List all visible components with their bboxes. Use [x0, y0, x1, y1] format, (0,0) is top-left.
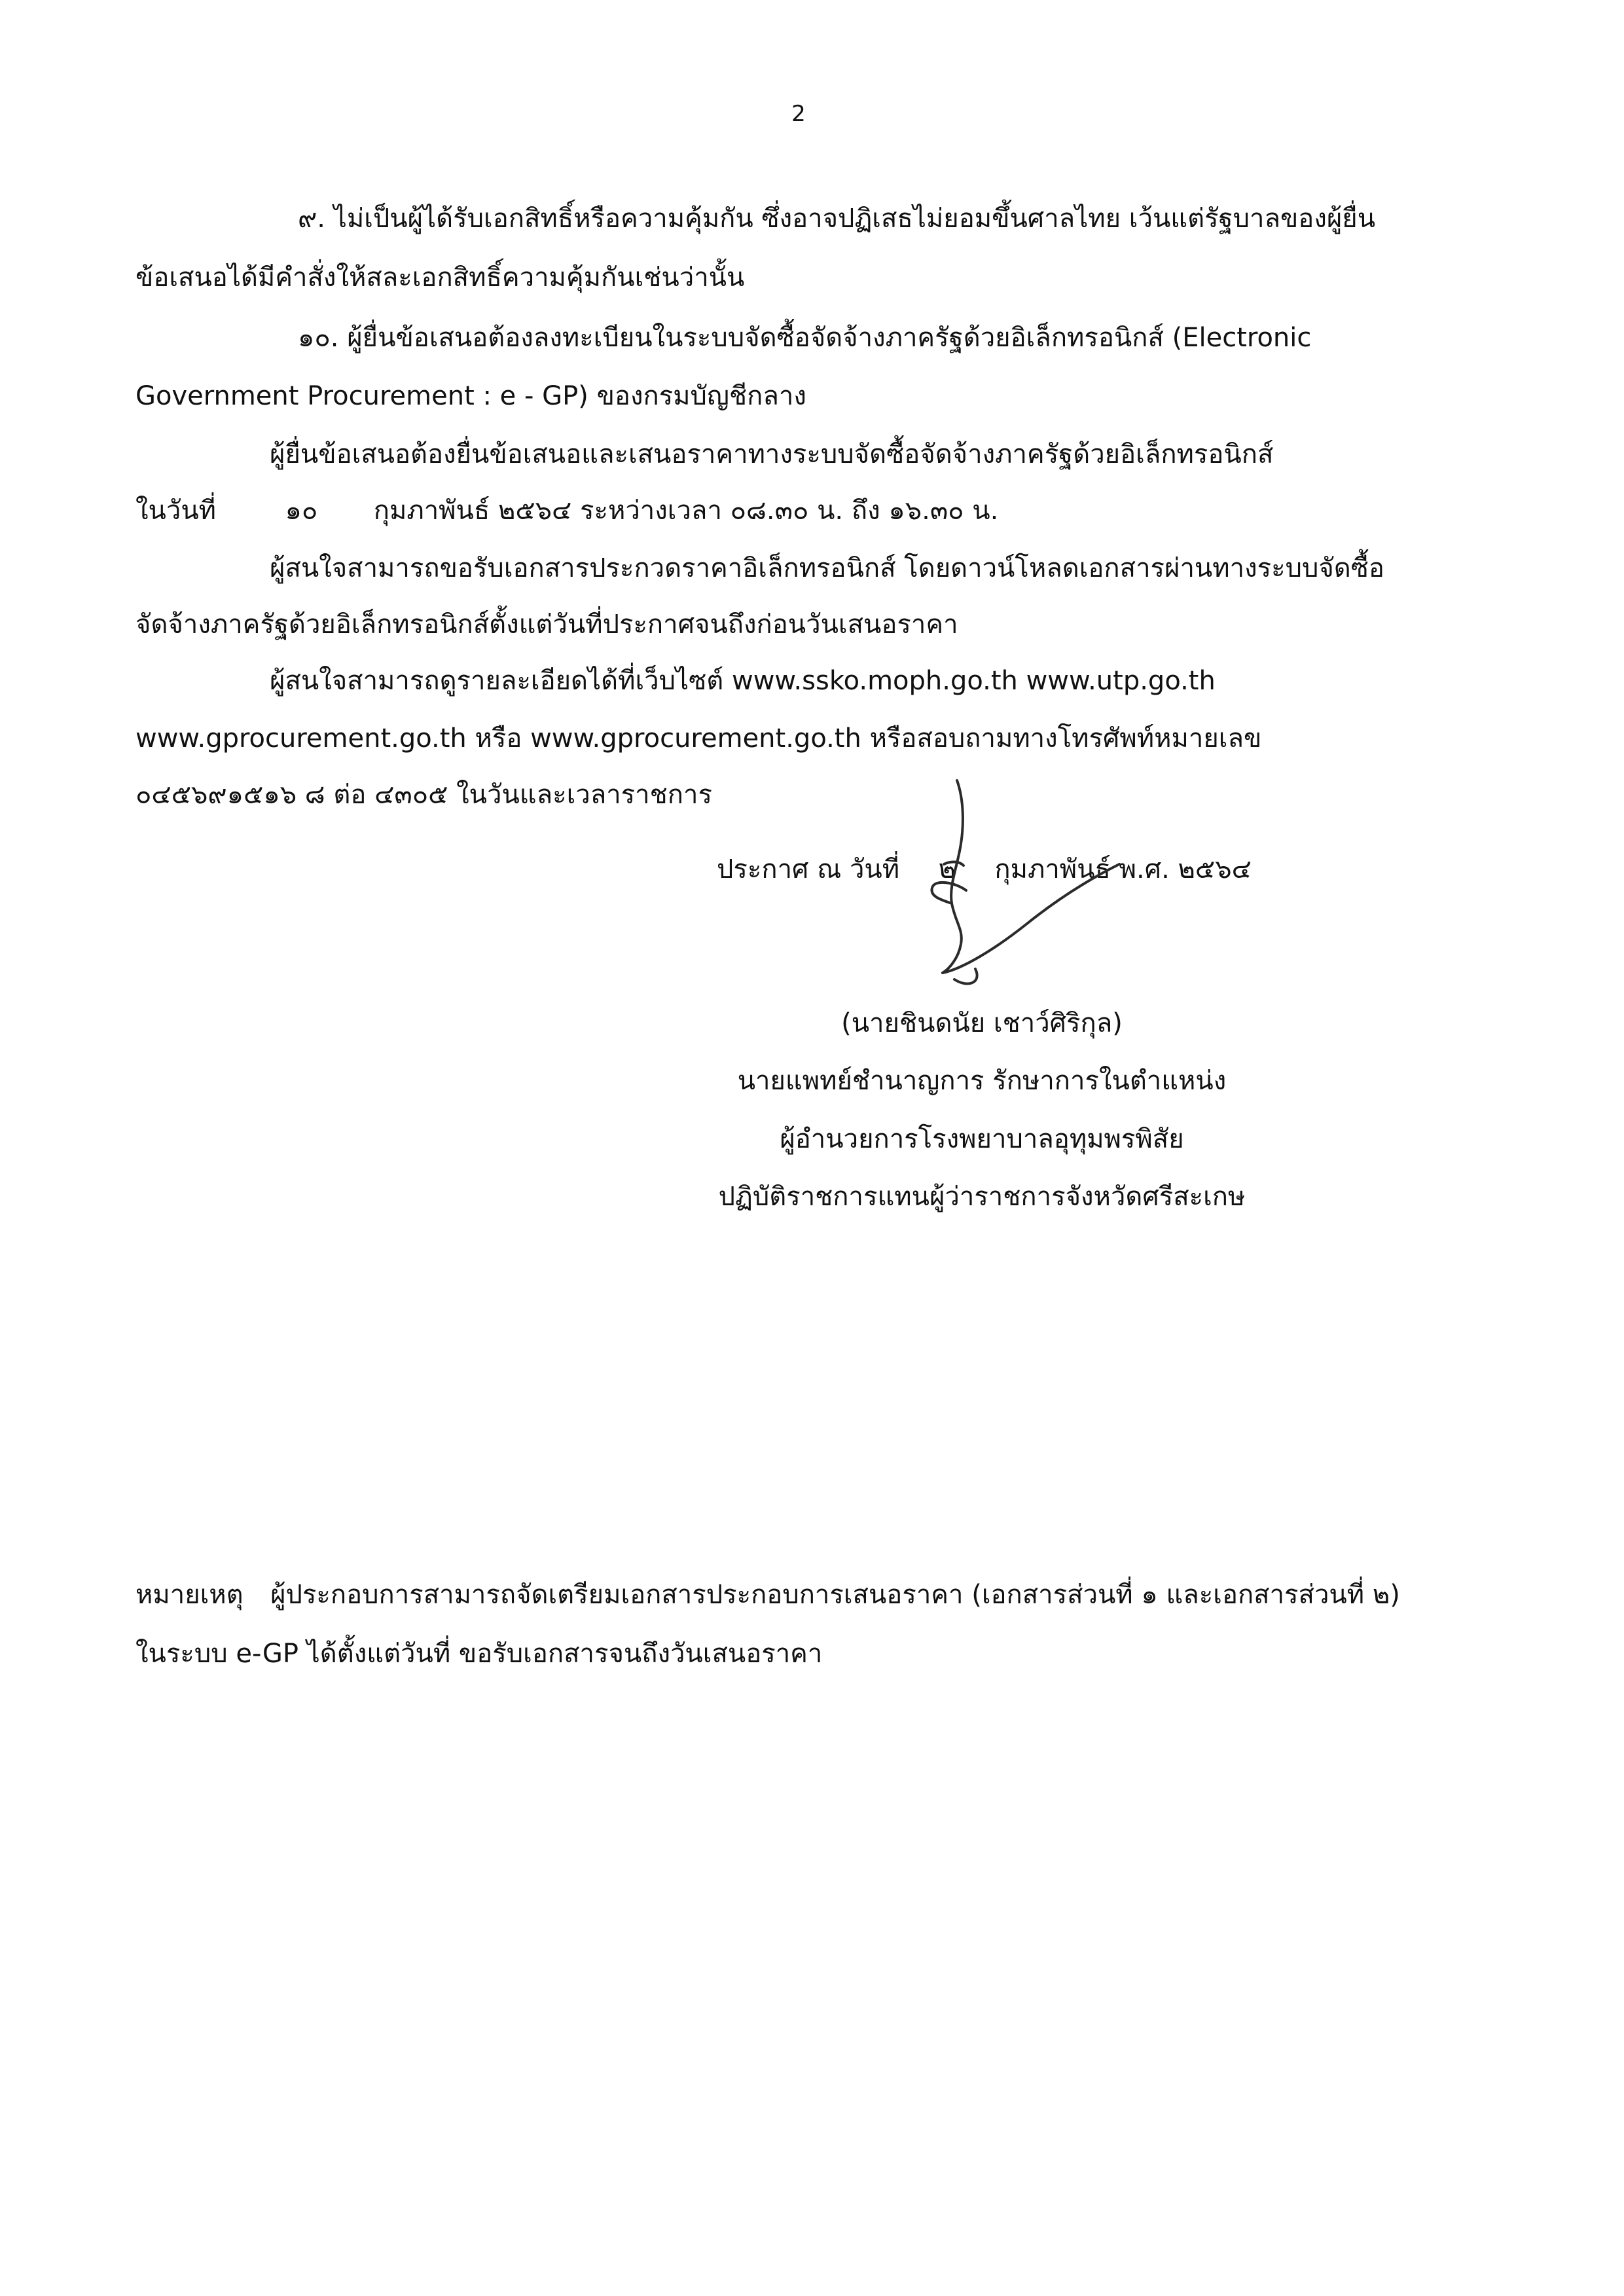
contact-phone-text: หรือสอบถามทางโทรศัพท์หมายเลข	[869, 723, 1262, 754]
contact-website-label: ผู้สนใจสามารถดูรายละเอียดได้ที่เว็บไซต์	[270, 666, 724, 696]
contact-url-a[interactable]: www.gprocurement.go.th	[135, 723, 467, 754]
item-10-line-1: ๑๐. ผู้ยื่นข้อเสนอต้องลงทะเบียนในระบบจัดซื้อจัดจ้างภาครัฐด้วยอิเล็กทรอนิกส์ (Electronic	[298, 323, 1312, 353]
item-9-line-2: ข้อเสนอได้มีคำสั่งให้สละเอกสิทธิ์ความคุ้มกันเช่นว่านั้น	[135, 263, 745, 293]
download-line-1: ผู้สนใจสามารถขอรับเอกสารประกวดราคาอิเล็กทรอนิกส์ โดยดาวน์โหลดเอกสารผ่านทางระบบจัดซื้อ	[270, 553, 1384, 583]
announcement-month-year: กุมภาพันธ์ พ.ศ. ๒๕๖๔	[994, 854, 1252, 884]
item-10-line-2: Government Procurement : e - GP) ของกรมบัญชีกลาง	[135, 381, 806, 411]
announcement-day: ๒	[938, 854, 956, 884]
note-line-1	[135, 1576, 1400, 1613]
signatory-position-3: ปฏิบัติราชการแทนผู้ว่าราชการจังหวัดศรีสะเกษ	[718, 1182, 1246, 1212]
submission-date-prefix: ในวันที่	[135, 496, 217, 526]
signatory-name: (นายชินดนัย เชาว์ศิริกุล)	[841, 1008, 1123, 1038]
contact-or-word: หรือ	[475, 723, 522, 754]
note-line-2: ในระบบ e-GP ได้ตั้งแต่วันที่ ขอรับเอกสารจนถึงวันเสนอราคา	[135, 1639, 823, 1669]
submission-date-rest: กุมภาพันธ์ ๒๕๖๔ ระหว่างเวลา ๐๘.๓๐ น. ถึง ๑๖.๓๐ น.	[373, 496, 999, 526]
contact-url-b[interactable]: www.gprocurement.go.th	[530, 723, 861, 754]
announcement-prefix: ประกาศ ณ วันที่	[717, 854, 900, 884]
signatory-position-1: นายแพทย์ชำนาญการ รักษาการในตำแหน่ง	[737, 1066, 1227, 1096]
note-text-1: ผู้ประกอบการสามารถจัดเตรียมเอกสารประกอบการเสนอราคา (เอกสารส่วนที่ ๑ และเอกสารส่วนที่ ๒)	[270, 1580, 1400, 1610]
submission-line-1: ผู้ยื่นข้อเสนอต้องยื่นข้อเสนอและเสนอราคาทางระบบจัดซื้อจัดจ้างภาครัฐด้วยอิเล็กทรอนิกส์	[270, 439, 1274, 469]
item-9-line-1: ๙. ไม่เป็นผู้ได้รับเอกสิทธิ์หรือความคุ้มกัน ซึ่งอาจปฏิเสธไม่ยอมขึ้นศาลไทย เว้นแต่รัฐบาลของผู้ยื่น	[298, 204, 1376, 234]
contact-line-1	[270, 663, 1216, 699]
submission-date-line	[135, 492, 998, 529]
contact-line-2	[135, 720, 1261, 757]
download-line-2: จัดจ้างภาครัฐด้วยอิเล็กทรอนิกส์ตั้งแต่วันที่ประกาศจนถึงก่อนวันเสนอราคา	[135, 610, 958, 640]
contact-website-urls[interactable]: www.ssko.moph.go.th www.utp.go.th	[731, 666, 1216, 696]
handwritten-signature	[903, 773, 1139, 995]
contact-line-3: ๐๔๕๖๙๑๕๑๖ ๘ ต่อ ๔๓๐๕ ในวันและเวลาราชการ	[135, 780, 712, 810]
note-label: หมายเหตุ	[135, 1580, 244, 1610]
submission-day: ๑๐	[285, 496, 318, 526]
signatory-position-2: ผู้อำนวยการโรงพยาบาลอุทุมพรพิสัย	[780, 1124, 1184, 1154]
page-number: 2	[791, 101, 806, 127]
